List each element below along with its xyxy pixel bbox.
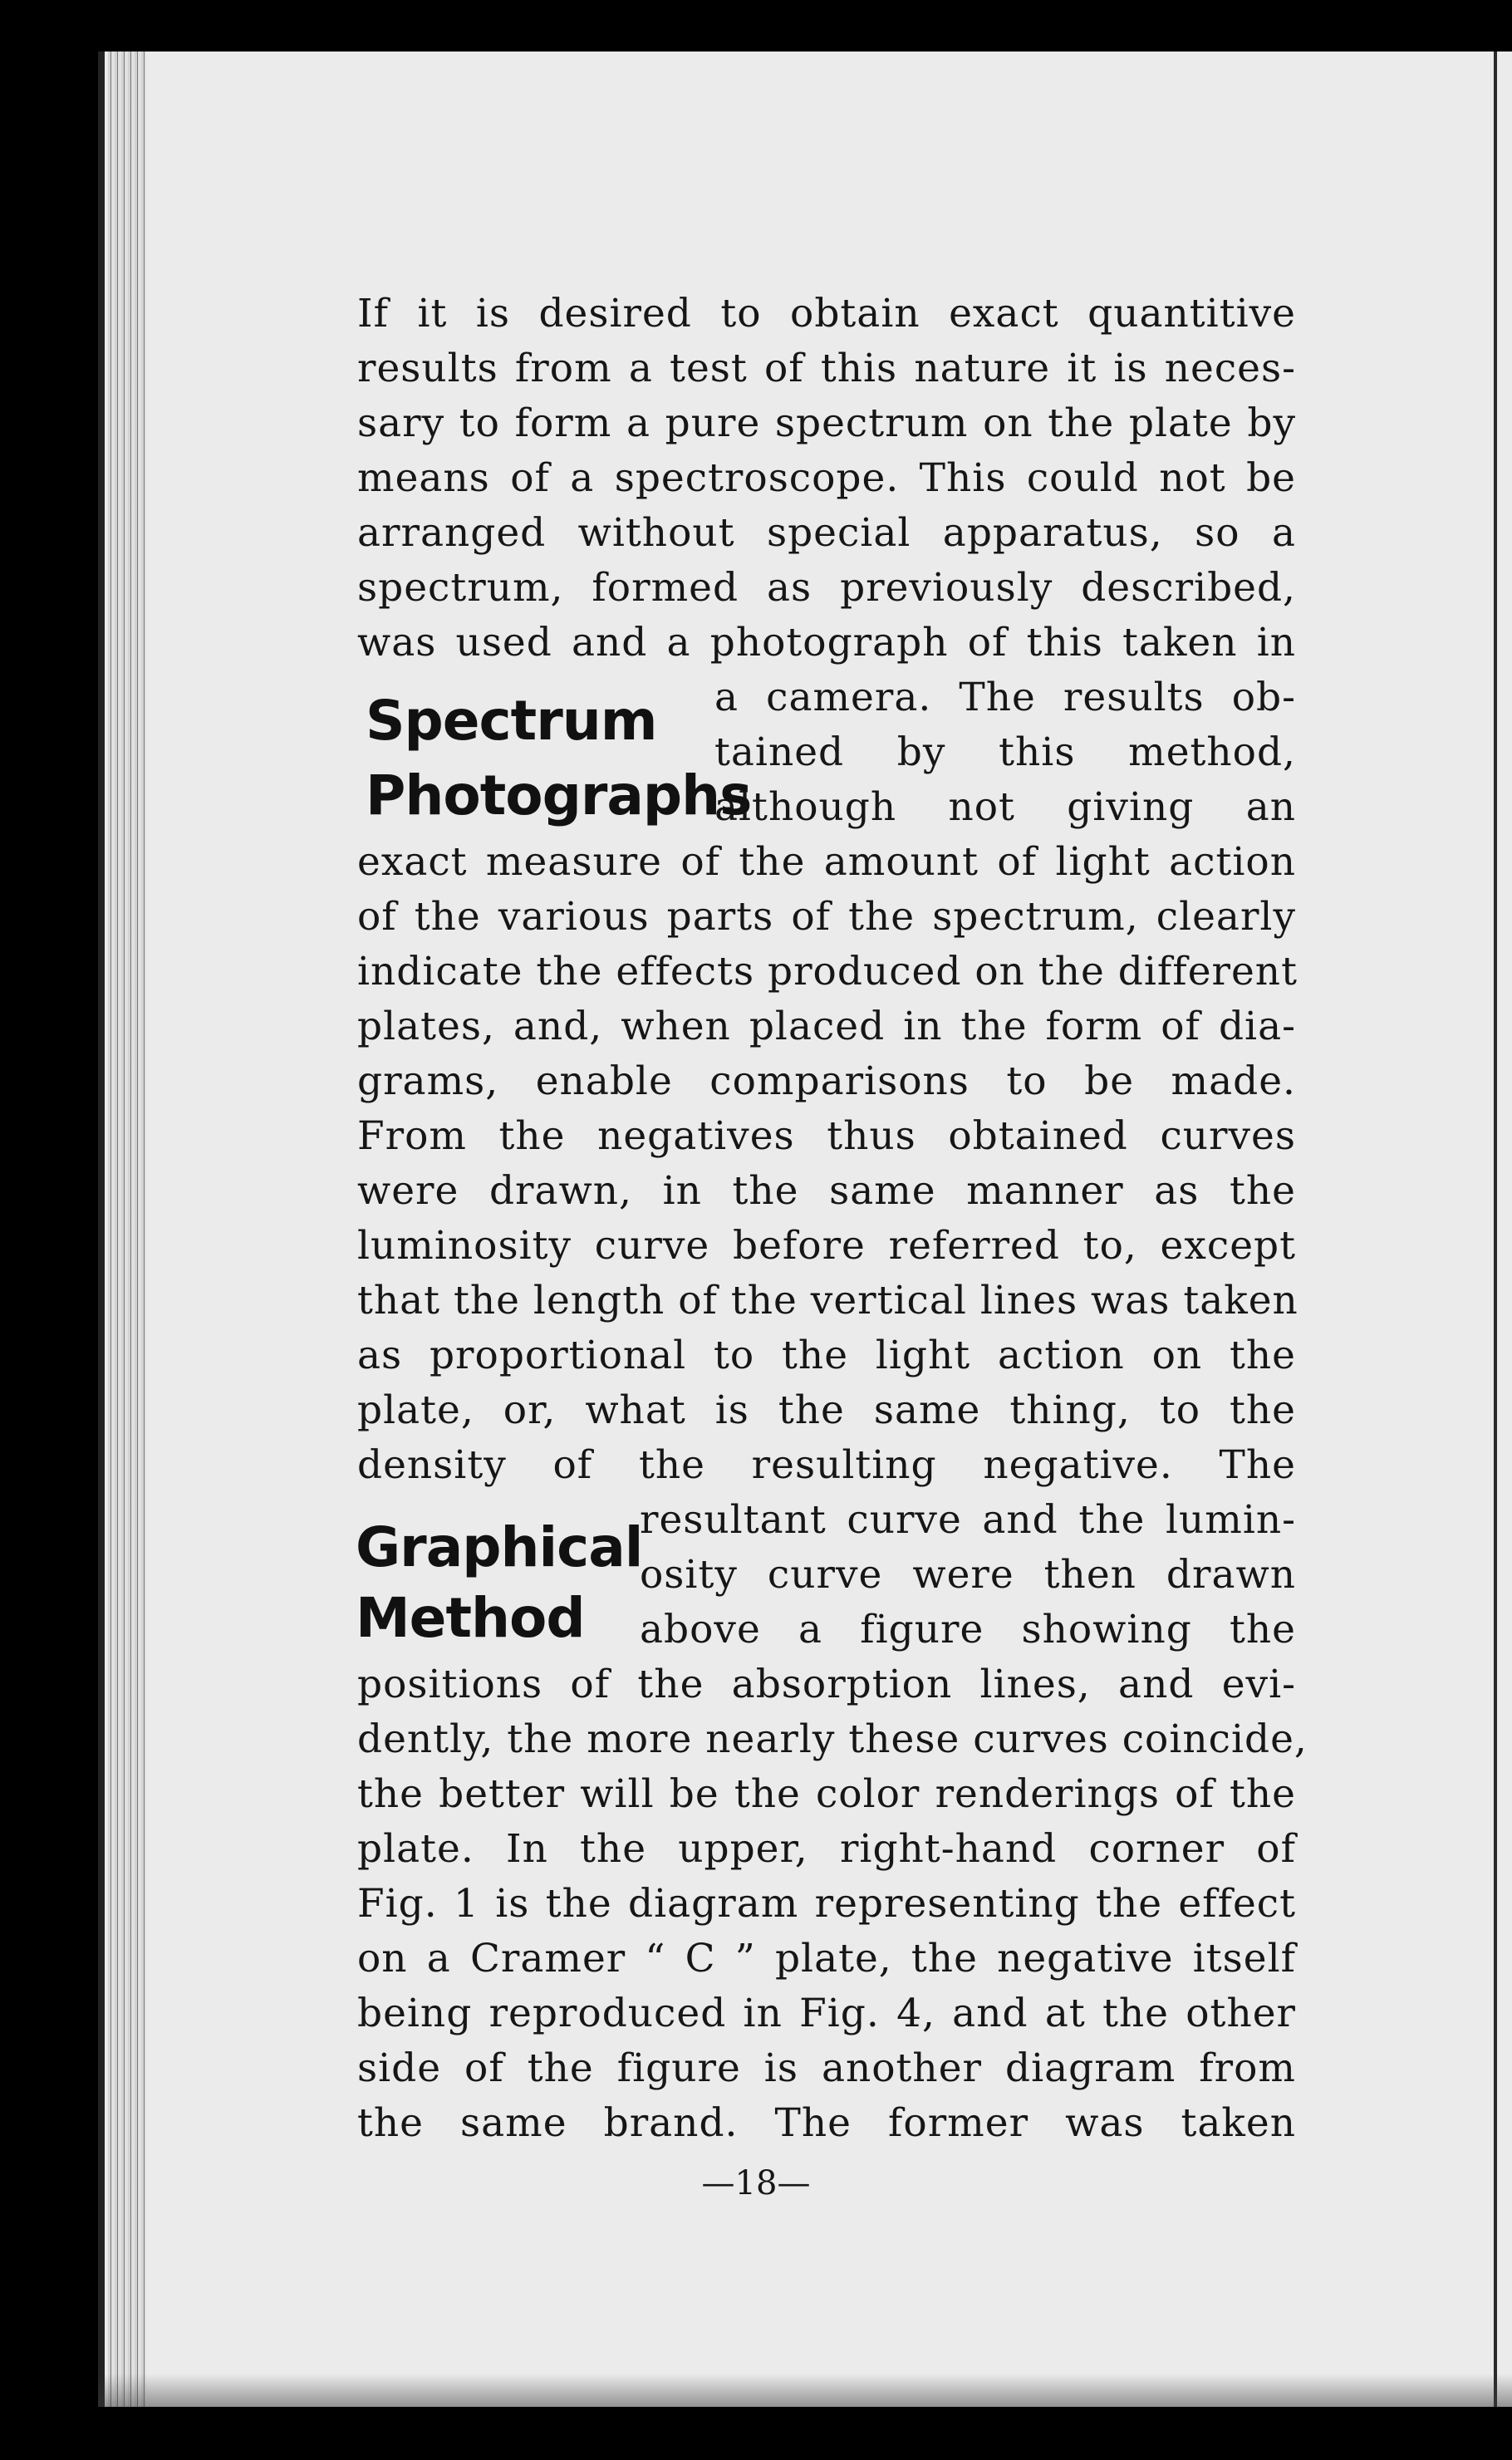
page-number: —18—: [701, 2164, 811, 2202]
body-line: tained by this method,: [714, 729, 1296, 775]
sidenote-photographs: Photographs: [366, 764, 752, 827]
page-binding-edge: [108, 52, 146, 2407]
body-line: spectrum, formed as previously described,: [357, 565, 1296, 611]
body-line: was used and a photograph of this taken in: [357, 620, 1296, 665]
page-bottom-shadow: [98, 2374, 1512, 2407]
body-line: as proportional to the light action on the: [357, 1333, 1296, 1378]
body-line: resultant curve and the lumin-: [640, 1497, 1296, 1543]
sidenote-graphical: Graphical: [356, 1515, 643, 1579]
body-line: sary to form a pure spectrum on the plate by: [357, 400, 1296, 446]
body-line: the same brand. The former was taken: [357, 2100, 1296, 2146]
body-line: of the various parts of the spectrum, clearly: [357, 894, 1296, 940]
sidenote-method: Method: [356, 1586, 585, 1650]
body-line: above a figure showing the: [640, 1607, 1296, 1652]
body-line: dently, the more nearly these curves coincide,: [357, 1716, 1308, 1762]
body-line: side of the figure is another diagram from: [357, 2045, 1296, 2091]
body-line: although not giving an: [714, 784, 1296, 830]
body-line: plates, and, when placed in the form of dia-: [357, 1004, 1296, 1049]
body-line: on a Cramer “ C ” plate, the negative itself: [357, 1936, 1296, 1981]
body-line: results from a test of this nature it is neces-: [357, 346, 1296, 391]
body-line: being reproduced in Fig. 4, and at the other: [357, 1991, 1296, 2036]
body-line: were drawn, in the same manner as the: [357, 1168, 1296, 1214]
body-line: From the negatives thus obtained curves: [357, 1113, 1296, 1159]
body-line: Fig. 1 is the diagram representing the effect: [357, 1881, 1296, 1927]
body-line: density of the resulting negative. The: [357, 1442, 1296, 1488]
body-line: a camera. The results ob-: [714, 675, 1296, 720]
body-line: grams, enable comparisons to be made.: [357, 1058, 1296, 1104]
body-line: the better will be the color renderings of the: [357, 1771, 1296, 1817]
body-line: exact measure of the amount of light action: [357, 839, 1296, 885]
body-line: that the length of the vertical lines was taken: [357, 1278, 1298, 1323]
sidenote-spectrum: Spectrum: [366, 689, 657, 753]
body-line: osity curve were then drawn: [640, 1552, 1296, 1598]
body-line: means of a spectroscope. This could not be: [357, 455, 1296, 501]
body-line: luminosity curve before referred to, except: [357, 1223, 1296, 1269]
body-line: positions of the absorption lines, and evi-: [357, 1662, 1296, 1707]
body-line: If it is desired to obtain exact quantitive: [357, 291, 1296, 336]
page-right-edge: [1494, 52, 1497, 2407]
body-line: arranged without special apparatus, so a: [357, 510, 1296, 556]
body-line: plate, or, what is the same thing, to the: [357, 1387, 1296, 1433]
body-line: indicate the effects produced on the different: [357, 949, 1298, 994]
body-line: plate. In the upper, right-hand corner of: [357, 1826, 1296, 1872]
